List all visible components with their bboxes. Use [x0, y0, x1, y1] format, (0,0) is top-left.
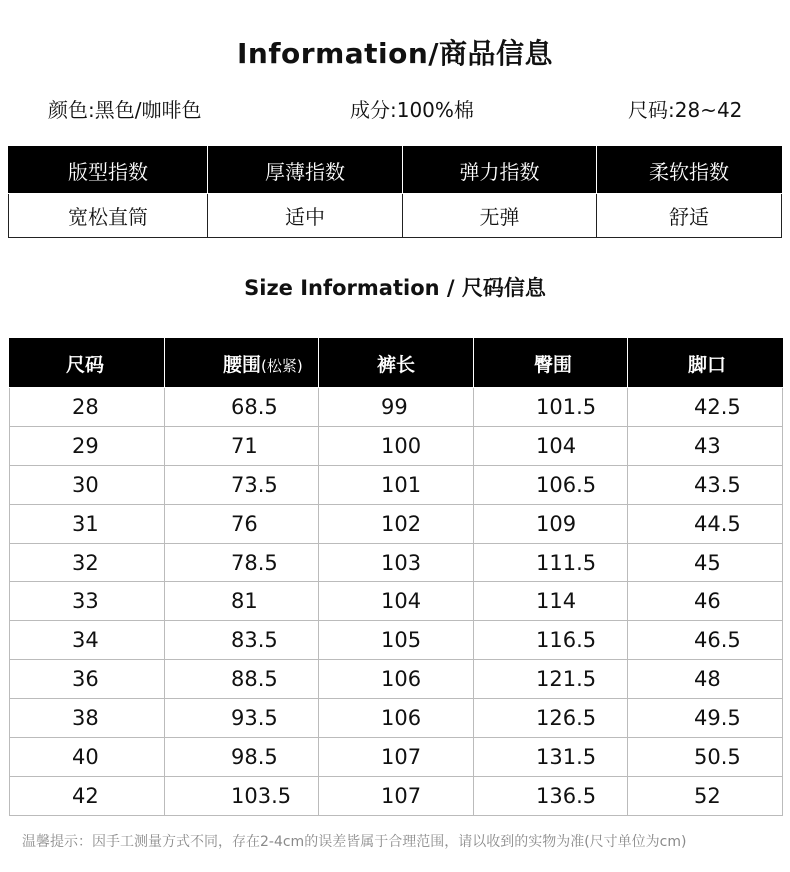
- fit-index-value: 宽松直筒: [9, 194, 208, 238]
- waist-cell: 103.5: [165, 776, 319, 815]
- hip-header-label: 臀围: [534, 353, 573, 376]
- length-cell: 106: [319, 660, 474, 699]
- hip-cell: 111.5: [474, 543, 628, 582]
- table-row: [10, 699, 783, 738]
- size-table: [9, 338, 783, 816]
- hip-cell: 136.5: [474, 776, 628, 815]
- material-attribute: 成分:100%棉: [350, 98, 474, 122]
- length-header: [319, 339, 474, 388]
- hem-cell: 49.5: [628, 699, 783, 738]
- softness-index-header: 柔软指数: [597, 147, 782, 194]
- color-attribute: 颜色:黑色/咖啡色: [48, 98, 202, 122]
- hip-header: [474, 339, 628, 388]
- indices-header-row: [9, 147, 782, 194]
- table-row: [10, 621, 783, 660]
- table-row: [10, 465, 783, 504]
- size-cell: 40: [10, 738, 165, 777]
- hip-cell: 114: [474, 582, 628, 621]
- waist-cell: 98.5: [165, 738, 319, 777]
- size-cell: 32: [10, 543, 165, 582]
- page-title: Information/商品信息: [236, 37, 554, 70]
- waist-cell: 71: [165, 426, 319, 465]
- waist-header-note: (松紧): [261, 356, 303, 375]
- hem-cell: 46: [628, 582, 783, 621]
- length-cell: 103: [319, 543, 474, 582]
- hem-cell: 48: [628, 660, 783, 699]
- length-cell: 105: [319, 621, 474, 660]
- hem-header: [628, 339, 783, 388]
- hem-cell: 45: [628, 543, 783, 582]
- length-cell: 104: [319, 582, 474, 621]
- hem-cell: 43.5: [628, 465, 783, 504]
- attributes-row: [0, 94, 790, 124]
- length-header-label: 裤长: [377, 353, 416, 376]
- size-section-title: Size Information / 尺码信息: [244, 276, 546, 300]
- hem-cell: 44.5: [628, 504, 783, 543]
- size-cell: 29: [10, 426, 165, 465]
- table-row: [10, 776, 783, 815]
- length-cell: 102: [319, 504, 474, 543]
- hip-cell: 101.5: [474, 388, 628, 427]
- waist-cell: 68.5: [165, 388, 319, 427]
- hip-cell: 126.5: [474, 699, 628, 738]
- measurement-note: 温馨提示：因手工测量方式不同，存在2-4cm的误差皆属于合理范围，请以收到的实物为准(尺寸单位为cm): [22, 834, 687, 850]
- hem-cell: 52: [628, 776, 783, 815]
- table-row: [10, 660, 783, 699]
- size-header: [10, 339, 165, 388]
- table-row: [10, 582, 783, 621]
- hip-cell: 121.5: [474, 660, 628, 699]
- table-row: [10, 504, 783, 543]
- hip-cell: 131.5: [474, 738, 628, 777]
- size-cell: 33: [10, 582, 165, 621]
- waist-cell: 81: [165, 582, 319, 621]
- waist-header: [165, 339, 319, 388]
- thickness-index-value: 适中: [208, 194, 403, 238]
- hem-cell: 50.5: [628, 738, 783, 777]
- size-cell: 38: [10, 699, 165, 738]
- stretch-index-value: 无弹: [403, 194, 597, 238]
- waist-cell: 78.5: [165, 543, 319, 582]
- indices-value-row: [9, 194, 782, 238]
- size-cell: 28: [10, 388, 165, 427]
- hem-cell: 46.5: [628, 621, 783, 660]
- indices-table: [8, 146, 782, 238]
- length-cell: 99: [319, 388, 474, 427]
- length-cell: 100: [319, 426, 474, 465]
- stretch-index-header: 弹力指数: [403, 147, 597, 194]
- length-cell: 107: [319, 776, 474, 815]
- length-cell: 106: [319, 699, 474, 738]
- table-row: [10, 738, 783, 777]
- waist-cell: 93.5: [165, 699, 319, 738]
- hip-cell: 106.5: [474, 465, 628, 504]
- waist-cell: 83.5: [165, 621, 319, 660]
- length-cell: 107: [319, 738, 474, 777]
- hem-cell: 42.5: [628, 388, 783, 427]
- hem-header-label: 脚口: [688, 353, 727, 376]
- waist-cell: 73.5: [165, 465, 319, 504]
- size-range-attribute: 尺码:28~42: [628, 98, 743, 122]
- table-row: [10, 388, 783, 427]
- size-header-label: 尺码: [66, 353, 105, 376]
- size-header-row: [10, 339, 783, 388]
- table-row: [10, 543, 783, 582]
- size-cell: 30: [10, 465, 165, 504]
- size-cell: 31: [10, 504, 165, 543]
- waist-header-label: 腰围: [223, 353, 262, 376]
- waist-cell: 88.5: [165, 660, 319, 699]
- size-cell: 42: [10, 776, 165, 815]
- length-cell: 101: [319, 465, 474, 504]
- thickness-index-header: 厚薄指数: [208, 147, 403, 194]
- size-cell: 36: [10, 660, 165, 699]
- softness-index-value: 舒适: [597, 194, 782, 238]
- table-row: [10, 426, 783, 465]
- hip-cell: 116.5: [474, 621, 628, 660]
- hip-cell: 104: [474, 426, 628, 465]
- waist-cell: 76: [165, 504, 319, 543]
- fit-index-header: 版型指数: [9, 147, 208, 194]
- hem-cell: 43: [628, 426, 783, 465]
- size-cell: 34: [10, 621, 165, 660]
- hip-cell: 109: [474, 504, 628, 543]
